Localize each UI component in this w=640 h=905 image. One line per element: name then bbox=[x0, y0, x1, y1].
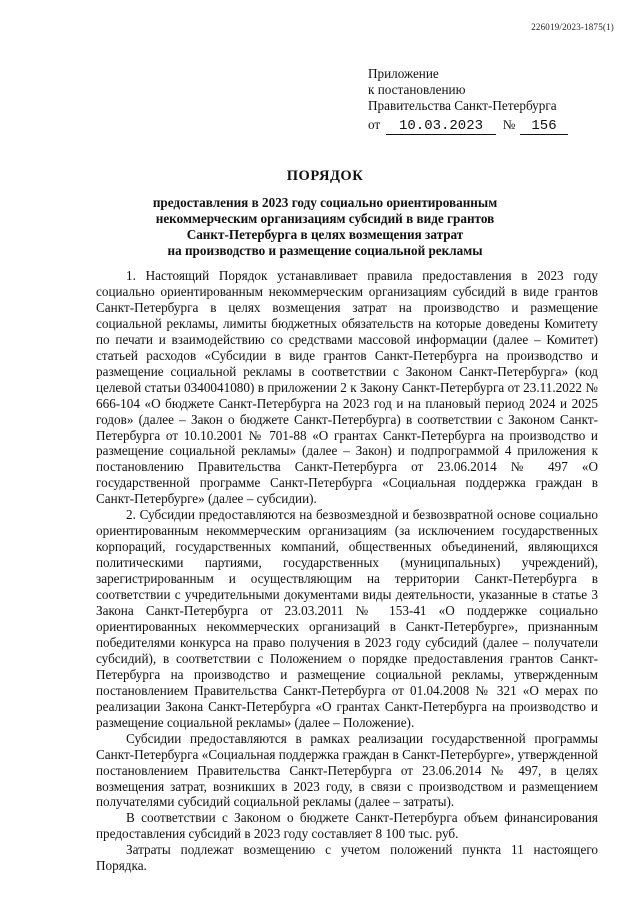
appendix-line-3: Правительства Санкт-Петербурга bbox=[368, 98, 557, 113]
appendix-line-1: Приложение bbox=[368, 66, 439, 81]
resolution-date: 10.03.2023 bbox=[386, 118, 496, 135]
subtitle-line: предоставления в 2023 году социально ориентированным bbox=[152, 195, 498, 210]
subtitle-line: Санкт-Петербурга в целях возмещения затрат bbox=[186, 227, 464, 242]
document-body bbox=[96, 268, 598, 874]
document-id: 226019/2023-1875(1) bbox=[531, 22, 614, 32]
document-title bbox=[60, 168, 590, 259]
date-label: от bbox=[368, 117, 381, 132]
resolution-signature-line bbox=[368, 117, 608, 135]
subtitle-line: некоммерческим организациям субсидий в виде грантов bbox=[155, 211, 495, 226]
number-label: № bbox=[502, 117, 516, 132]
resolution-number: 156 bbox=[520, 118, 568, 135]
paragraph-4: В соответствии с Законом о бюджете Санкт-Петербурга объем финансирования предоставления субсидий в 2023 году составляет 8 100 тыс. руб. bbox=[96, 810, 598, 842]
paragraph-1: 1. Настоящий Порядок устанавливает правила предоставления в 2023 году социально ориентированным некоммерческим организациям субсидий в виде грантов Санкт-Петербурга в целях возмещения затрат на производство и размещение социальной рекламы, лимиты бюджетных обязательств на которые доведены Комитету по печати и взаимодействию со средствами массовой информации (далее – Комитет) статьей расходов «Субсидии в виде грантов Санкт-Петербурга на производство и размещение социальной рекламы в соответствии с Законом Санкт-Петербурга» (код целевой статьи 0340041080) в приложении 2 к Закону Санкт-Петербурга от 23.11.2022 № 666-104 «О бюджете Санкт-Петербурга на 2023 год и на плановый период 2024 и 2025 годов» (далее – Закон о бюджете Санкт-Петербурга) в соответствии с Законом Санкт-Петербурга от 10.10.2001 № 701-88 «О грантах Санкт-Петербурга на производство и размещение социальной рекламы» (далее – Закон) и подпрограммой 4 приложения к постановлению Правительства Санкт-Петербурга от 23.06.2014 № 497 «О государственной программе Санкт-Петербурга «Социальная поддержка граждан в Санкт-Петербурге» (далее – субсидии). bbox=[96, 268, 598, 507]
paragraph-5: Затраты подлежат возмещению с учетом положений пункта 11 настоящего Порядка. bbox=[96, 842, 598, 874]
subtitle-line: на производство и размещение социальной рекламы bbox=[167, 243, 483, 258]
title-main: ПОРЯДОК bbox=[286, 168, 364, 184]
appendix-line-2: к постановлению bbox=[368, 82, 466, 97]
paragraph-3: Субсидии предоставляются в рамках реализации государственной программы Санкт-Петербурга «Социальная поддержка граждан в Санкт-Петербурге», утвержденной постановлением Правительства Санкт-Петербурга от 23.06.2014 № 497, в целях возмещения затрат, возникших в 2023 году, в связи с производством и размещением получателями субсидий социальной рекламы (далее – затраты). bbox=[96, 730, 598, 810]
appendix-block bbox=[368, 66, 608, 135]
paragraph-2: 2. Субсидии предоставляются на безвозмездной и безвозвратной основе социально ориентированным некоммерческим организациям (за исключением государственных корпораций, государственных компаний, общественных объединений, являющихся политическими партиями, государственных (муниципальных) учреждений), зарегистрированным и осуществляющим на территории Санкт-Петербурга в соответствии с учредительными документами виды деятельности, указанные в статье 3 Закона Санкт-Петербурга от 23.03.2011 № 153-41 «О поддержке социально ориентированных некоммерческих организаций в Санкт-Петербурге», признанным победителями конкурса на право получения в 2023 году субсидий (далее – получатели субсидий), в соответствии с Положением о порядке предоставления грантов Санкт-Петербурга на производство и размещение социальной рекламы, утвержденным постановлением Правительства Санкт-Петербурга от 01.04.2008 № 321 «О мерах по реализации Закона Санкт-Петербурга «О грантах Санкт-Петербурга на производство и размещение социальной рекламы» (далее – Положение). bbox=[96, 507, 598, 730]
